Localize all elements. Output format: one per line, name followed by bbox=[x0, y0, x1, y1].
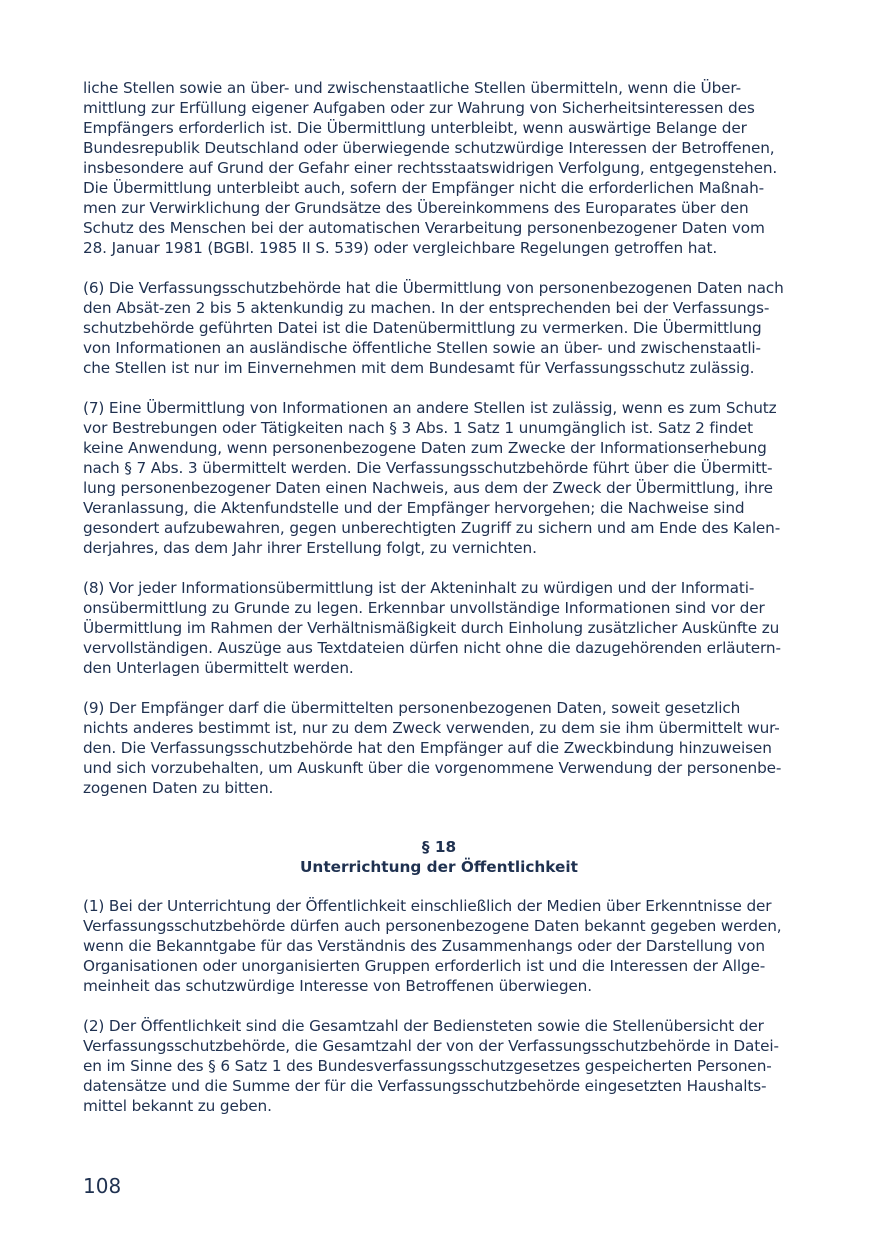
text-line: en im Sinne des § 6 Satz 1 des Bundesverfassungsschutzgesetzes gespeicherten Personen- bbox=[83, 1057, 772, 1075]
section-title: Unterrichtung der Öffentlichkeit bbox=[300, 858, 578, 876]
text-line: nach § 7 Abs. 3 übermittelt werden. Die Verfassungsschutzbehörde führt über die Übermitt- bbox=[83, 459, 773, 477]
section-heading bbox=[83, 837, 795, 877]
text-line: liche Stellen sowie an über- und zwischenstaatliche Stellen übermitteln, wenn die Über- bbox=[83, 79, 741, 97]
text-line: Empfängers erforderlich ist. Die Übermittlung unterbleibt, wenn auswärtige Belange der bbox=[83, 119, 747, 137]
text-line: lung personenbezogener Daten einen Nachweis, aus dem der Zweck der Übermittlung, ihre bbox=[83, 479, 773, 497]
paragraph bbox=[83, 578, 795, 678]
text-line: wenn die Bekanntgabe für das Verständnis des Zusammenhangs oder der Darstellung von bbox=[83, 937, 765, 955]
text-line: Bundesrepublik Deutschland oder überwiegende schutzwürdige Interessen der Betroffenen, bbox=[83, 139, 775, 157]
paragraphs-top bbox=[83, 78, 795, 798]
text-line: den Unterlagen übermittelt werden. bbox=[83, 659, 354, 677]
document-body bbox=[83, 78, 795, 1116]
text-line: Verfassungsschutzbehörde, die Gesamtzahl der von der Verfassungsschutzbehörde in Datei- bbox=[83, 1037, 779, 1055]
text-line: zogenen Daten zu bitten. bbox=[83, 779, 274, 797]
text-line: Die Übermittlung unterbleibt auch, sofern der Empfänger nicht die erforderlichen Maßnah- bbox=[83, 179, 765, 197]
text-line: (7) Eine Übermittlung von Informationen an andere Stellen ist zulässig, wenn es zum Schutz bbox=[83, 399, 777, 417]
paragraphs-bottom bbox=[83, 896, 795, 1116]
text-line: derjahres, das dem Jahr ihrer Erstellung folgt, zu vernichten. bbox=[83, 539, 537, 557]
text-line: nichts anderes bestimmt ist, nur zu dem Zweck verwenden, zu dem sie ihm übermittelt wur- bbox=[83, 719, 780, 737]
text-line: Organisationen oder unorganisierten Gruppen erforderlich ist und die Interessen der Allge- bbox=[83, 957, 766, 975]
text-line: insbesondere auf Grund der Gefahr einer rechtsstaatswidrigen Verfolgung, entgegenstehen. bbox=[83, 159, 778, 177]
text-line: von Informationen an ausländische öffentliche Stellen sowie an über- und zwischenstaatli- bbox=[83, 339, 761, 357]
text-line: gesondert aufzubewahren, gegen unberechtigten Zugriff zu sichern und am Ende des Kalen- bbox=[83, 519, 781, 537]
text-line: (8) Vor jeder Informationsübermittlung ist der Akteninhalt zu würdigen und der Informati- bbox=[83, 579, 755, 597]
text-line: Verfassungsschutzbehörde dürfen auch personenbezogene Daten bekannt gegeben werden, bbox=[83, 917, 782, 935]
text-line: Übermittlung im Rahmen der Verhältnismäßigkeit durch Einholung zusätzlicher Auskünfte zu bbox=[83, 619, 780, 637]
text-line: (9) Der Empfänger darf die übermittelten personenbezogenen Daten, soweit gesetzlich bbox=[83, 699, 741, 717]
text-line: und sich vorzubehalten, um Auskunft über die vorgenommene Verwendung der personenbe- bbox=[83, 759, 782, 777]
paragraph bbox=[83, 698, 795, 798]
text-line: Veranlassung, die Aktenfundstelle und der Empfänger hervorgehen; die Nachweise sind bbox=[83, 499, 745, 517]
text-line: vor Bestrebungen oder Tätigkeiten nach § 3 Abs. 1 Satz 1 unumgänglich ist. Satz 2 findet bbox=[83, 419, 753, 437]
text-line: Schutz des Menschen bei der automatischen Verarbeitung personenbezogener Daten vom bbox=[83, 219, 765, 237]
text-line: datensätze und die Summe der für die Verfassungsschutzbehörde eingesetzten Haushalts- bbox=[83, 1077, 767, 1095]
text-line: den Absät-zen 2 bis 5 aktenkundig zu machen. In der entsprechenden bei der Verfassungs- bbox=[83, 299, 770, 317]
text-line: (2) Der Öffentlichkeit sind die Gesamtzahl der Bediensteten sowie die Stellenübersicht der bbox=[83, 1017, 764, 1035]
text-line: mittel bekannt zu geben. bbox=[83, 1097, 272, 1115]
section-number: § 18 bbox=[421, 838, 457, 856]
text-line: meinheit das schutzwürdige Interesse von Betroffenen überwiegen. bbox=[83, 977, 592, 995]
paragraph bbox=[83, 398, 795, 558]
text-line: keine Anwendung, wenn personenbezogene Daten zum Zwecke der Informationserhebung bbox=[83, 439, 767, 457]
paragraph bbox=[83, 78, 795, 258]
text-line: che Stellen ist nur im Einvernehmen mit dem Bundesamt für Verfassungsschutz zulässig. bbox=[83, 359, 755, 377]
text-line: vervollständigen. Auszüge aus Textdateien dürfen nicht ohne die dazugehörenden erläutern- bbox=[83, 639, 781, 657]
paragraph bbox=[83, 1016, 795, 1116]
paragraph bbox=[83, 278, 795, 378]
text-line: (1) Bei der Unterrichtung der Öffentlichkeit einschließlich der Medien über Erkenntnisse der bbox=[83, 897, 772, 915]
text-line: men zur Verwirklichung der Grundsätze des Übereinkommens des Europarates über den bbox=[83, 199, 749, 217]
text-line: (6) Die Verfassungsschutzbehörde hat die Übermittlung von personenbezogenen Daten nach bbox=[83, 279, 784, 297]
text-line: mittlung zur Erfüllung eigener Aufgaben oder zur Wahrung von Sicherheitsinteressen des bbox=[83, 99, 755, 117]
text-line: 28. Januar 1981 (BGBl. 1985 II S. 539) oder vergleichbare Regelungen getroffen hat. bbox=[83, 239, 718, 257]
paragraph bbox=[83, 896, 795, 996]
text-line: onsübermittlung zu Grunde zu legen. Erkennbar unvollständige Informationen sind vor der bbox=[83, 599, 765, 617]
text-line: den. Die Verfassungsschutzbehörde hat den Empfänger auf die Zweckbindung hinzuweisen bbox=[83, 739, 772, 757]
page-number: 108 bbox=[83, 1174, 122, 1198]
text-line: schutzbehörde geführten Datei ist die Datenübermittlung zu vermerken. Die Übermittlung bbox=[83, 319, 762, 337]
